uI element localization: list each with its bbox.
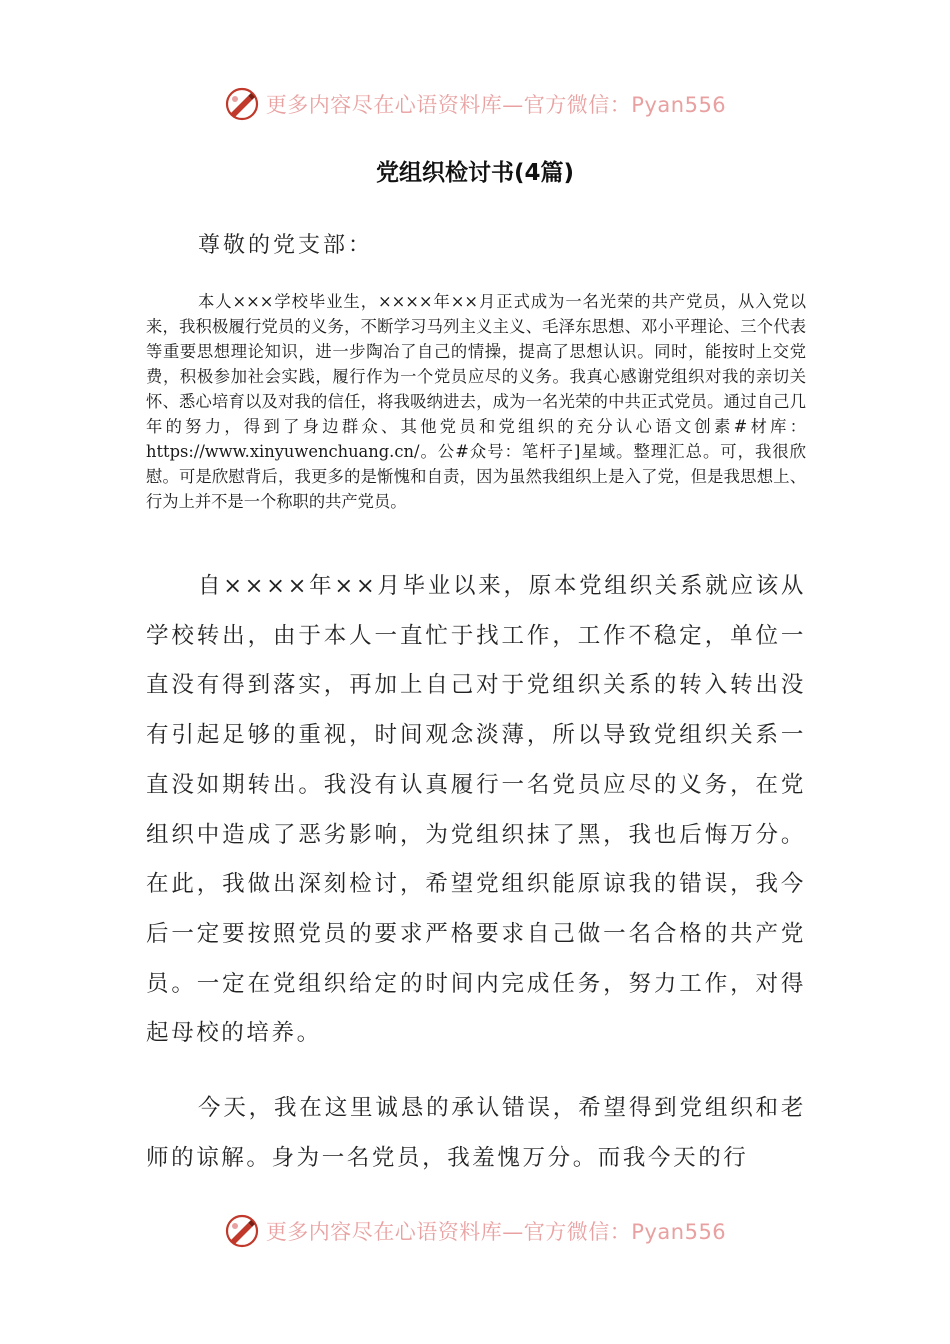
paragraph-2: 自××××年××月毕业以来，原本党组织关系就应该从学校转出，由于本人一直忙于找工作，工作不稳定，单位一直没有得到落实，再加上自己对于党组织关系的转入转出没有引起足够的重视，时间观念淡薄，所以导致党组织关系一直没如期转出。我没有认真履行一名党员应尽的义务，在党组织中造成了恶劣影响，为党组织抹了黑，我也后悔万分。在此，我做出深刻检讨，希望党组织能原谅我的错误，我今后一定要按照党员的要求严格要求自己做一名合格的共产党员。一定在党组织给定的时间内完成任务，努力工作，对得起母校的培养。 — [146, 573, 806, 1047]
document-title: 党组织检讨书(4篇) — [375, 160, 575, 186]
footer-watermark-banner — [0, 1209, 950, 1253]
salutation: 尊敬的党支部： — [198, 233, 374, 258]
watermark-text: 更多内容尽在心语资料库—官方微信：Pyan556 — [265, 93, 727, 117]
pen-logo-icon — [224, 1213, 260, 1249]
paragraph-1: 本人×××学校毕业生，××××年××月正式成为一名光荣的共产党员，从入党以来，我积极履行党员的义务，不断学习马列主义主义、毛泽东思想、邓小平理论、三个代表等重要思想理论知识，进一步陶冶了自己的情操，提高了思想认识。同时，能按时上交党费，积极参加社会实践，履行作为一个党员应尽的义务。我真心感谢党组织对我的亲切关怀、悉心培育以及对我的信任，将我吸纳进去，成为一名光荣的中共正式党员。通过自己几年的努力，得到了身边群众、其他党员和党组织的充分认心语文创素#材库：https://www.xinyuwenchuang.cn/。公#众号：笔杆子]星域。整理汇总。可，我很欣慰。可是欣慰背后，我更多的是惭愧和自责，因为虽然我组织上是入了党，但是我思想上、行为上并不是一个称职的共产党员。 — [146, 292, 806, 511]
pen-logo-icon — [224, 86, 260, 122]
paragraph-3: 今天，我在这里诚恳的承认错误，希望得到党组织和老师的谅解。身为一名党员，我羞愧万分。而我今天的行 — [146, 1095, 806, 1171]
header-watermark-banner — [0, 82, 950, 126]
watermark-text: 更多内容尽在心语资料库—官方微信：Pyan556 — [265, 1220, 727, 1244]
